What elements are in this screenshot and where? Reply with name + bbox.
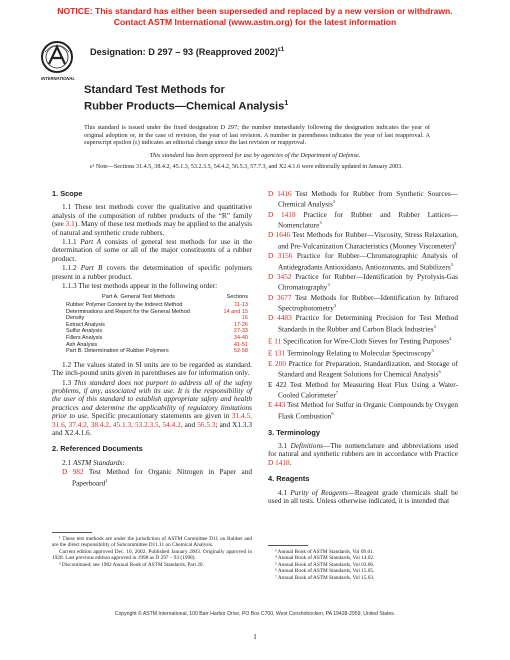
part-a-label: Part A bbox=[80, 237, 102, 247]
safety-statement: This standard does not purport to address all of the safety problems, if any, associated with its use. It is the responsibility of the user of this standard to establish appropriate safety and health practices and determine the applicability of regulatory limitations prior to use. bbox=[52, 377, 252, 421]
paragraph-text: ). Many of these test methods may be applied to the analysis of natural and synthetic crude rubbers. bbox=[52, 219, 252, 237]
reference-text: Practice for Rubber and Rubber Lattices—Nomenclature bbox=[278, 209, 458, 230]
table-row bbox=[66, 328, 252, 335]
paragraph-4-1 bbox=[268, 489, 458, 506]
reference-item bbox=[268, 347, 458, 358]
reference-item bbox=[268, 381, 458, 400]
astm-logo-icon bbox=[40, 40, 74, 86]
reference-code-link[interactable]: D 4483 bbox=[268, 313, 292, 323]
document-title bbox=[84, 84, 424, 114]
paragraph-1-1-2 bbox=[52, 264, 252, 281]
reference-text: Test Methods for Rubber—Identification by Infrared Spectrophotometry bbox=[278, 292, 458, 313]
reference-code-link[interactable]: D 1418 bbox=[268, 209, 296, 219]
footnote-7: ⁷ Annual Book of ASTM Standards, Vol 15.03. bbox=[275, 574, 375, 581]
method-sections-link[interactable]: 52-58 bbox=[233, 348, 248, 355]
designation-superscript: ε1 bbox=[277, 47, 285, 53]
footnotes-left bbox=[52, 536, 252, 568]
method-sections-link[interactable]: 34-40 bbox=[233, 335, 248, 342]
table-header-row bbox=[66, 294, 252, 302]
paragraph-1-3 bbox=[52, 379, 252, 438]
page-number: 1 bbox=[253, 632, 257, 641]
notice-line-1: NOTICE: This standard has either been superseded and replaced by a new version or withdrawn. bbox=[57, 6, 453, 16]
reference-text: Test Method for Organic Nitrogen in Paper and Paperboard bbox=[72, 467, 252, 488]
definitions-label: Definitions bbox=[290, 440, 323, 450]
title-superscript: 1 bbox=[284, 100, 289, 107]
editorial-note: ε¹ Note—Sections 31.4.5, 38.4.2, 45.1.3, 53.2.3.5, 54.4.2, 56.5.3, 57.7.3, and X2.4.1.6 were editorially updated in January 2003. bbox=[90, 164, 403, 170]
reference-item bbox=[268, 294, 458, 313]
paragraph-1-1-3: 1.1.3 The test methods appear in the following order: bbox=[62, 281, 218, 291]
link-56-5-3[interactable]: 56.5.3 bbox=[197, 419, 216, 429]
designation bbox=[90, 47, 284, 57]
reference-footnote-mark: 2 bbox=[105, 477, 108, 483]
reference-item bbox=[268, 360, 458, 379]
table-row bbox=[66, 302, 252, 309]
reference-text: Specification for Wire-Cloth Sieves for Testing Purposes bbox=[283, 336, 450, 346]
title-line-1: Standard Test Methods for bbox=[84, 84, 225, 96]
reference-item bbox=[268, 231, 458, 250]
reference-footnote-mark: 6 bbox=[438, 369, 441, 375]
footnote-rule-left bbox=[52, 532, 92, 533]
reference-text: Test Methods for Rubber—Viscosity, Stress Relaxation, and Pre-Vulcanization Characteristics (Mooney Viscometer) bbox=[278, 230, 458, 251]
paragraph-text: and bbox=[184, 419, 196, 429]
footnote-4: ⁴ Annual Book of ASTM Standards, Vol 14.02. bbox=[275, 555, 375, 562]
left-column bbox=[52, 190, 252, 489]
reference-footnote-mark: 3 bbox=[454, 240, 457, 246]
method-name: Ash Analysis bbox=[66, 341, 98, 348]
paragraph-number: 2.1 bbox=[62, 457, 72, 467]
paragraph-number: 1.1.1 bbox=[62, 237, 77, 247]
reference-code-link[interactable]: D 1416 bbox=[268, 189, 292, 198]
reference-item bbox=[62, 468, 252, 487]
paragraph-number: 1.3 bbox=[62, 377, 72, 387]
paragraph-3-1 bbox=[268, 442, 458, 467]
reference-code-link[interactable]: D 3156 bbox=[268, 251, 293, 261]
copyright-line: Copyright © ASTM International, 100 Barr Harbor Drive, PO Box C700, West Conshohocken, PA 19428-2959, United States. bbox=[114, 611, 396, 617]
footnote-rule-right bbox=[268, 545, 308, 546]
method-name: Sulfur Analysis bbox=[66, 328, 103, 335]
table-row bbox=[66, 322, 252, 329]
reference-text: Practice for Rubber—Chromatographic Analysis of Antidegradants Antioxidants, Antiozonants, and Stabilizers bbox=[278, 251, 458, 272]
link-3-1[interactable]: 3.1 bbox=[65, 219, 75, 229]
paragraph-number: 3.1 bbox=[278, 440, 288, 450]
paragraph-text: consists of general test methods for use in the determination of some or all of the major constituents of a rubber product. bbox=[52, 237, 253, 263]
defense-statement: This standard has been approved for use by agencies of the Department of Defense. bbox=[149, 152, 361, 159]
paragraph-text: . bbox=[289, 457, 292, 467]
table-row bbox=[66, 342, 252, 349]
paragraph-1-2: 1.2 The values stated in SI units are to be regarded as standard. The inch-pound units given in parentheses are for information only. bbox=[52, 359, 252, 378]
logo-text: INTERNATIONAL bbox=[41, 76, 75, 81]
table-row bbox=[66, 335, 252, 342]
footnote-1-edition: Current edition approved Dec. 10, 2002. Published January 2003. Originally approved in 1928. Last previous edition approved in 1998 as D 297 – 93 (1998). bbox=[52, 548, 252, 562]
reference-item bbox=[268, 401, 458, 420]
reference-code-link[interactable]: D 982 bbox=[62, 467, 84, 477]
reference-text: Test Methods for Rubber from Synthetic Sources—Chemical Analysis bbox=[278, 189, 458, 209]
section-heading-terminology: 3. Terminology bbox=[268, 427, 321, 437]
section-heading-reagents: 4. Reagents bbox=[268, 474, 310, 484]
reference-item bbox=[268, 190, 458, 209]
part-b-label: Part B bbox=[80, 263, 103, 273]
paragraph-text: ; and X1.3.3 and X2.4.1.6. bbox=[52, 419, 253, 438]
title-line-2: Rubber Products—Chemical Analysis bbox=[84, 100, 285, 113]
reference-footnote-mark: 5 bbox=[431, 348, 434, 354]
method-name: Fillers Analysis bbox=[66, 335, 103, 342]
method-sections-link[interactable]: 27-33 bbox=[233, 328, 248, 335]
reference-footnote-mark: 6 bbox=[331, 410, 334, 416]
reference-footnote-mark: 3 bbox=[450, 261, 453, 267]
reference-text: Test Method for Sulfur in Organic Compounds by Oxygen Flask Combustion bbox=[278, 400, 458, 421]
right-column bbox=[268, 190, 458, 506]
astm-standards-label: ASTM Standards: bbox=[72, 457, 125, 467]
method-sections-link[interactable]: 41-51 bbox=[233, 341, 248, 348]
purity-label: Purity of Reagents bbox=[290, 487, 348, 497]
reference-code-link[interactable]: D 1646 bbox=[268, 230, 291, 240]
issuance-statement: This standard is issued under the fixed designation D 297; the number immediately following the designation indicates the year of original adoption or, in the case of revision, the year of last revision. A number in parentheses indicates the year of last reapproval. A superscript epsilon (ε) indicates an editorial change since the last revision or reapproval. bbox=[84, 124, 430, 147]
footnote-6: ⁶ Annual Book of ASTM Standards, Vol 15.05. bbox=[275, 568, 375, 575]
paragraph-number: 4.1 bbox=[278, 487, 288, 497]
method-name: Extract Analysis bbox=[66, 321, 105, 328]
paragraph-number: 1.1.2 bbox=[62, 263, 77, 273]
reference-code-link[interactable]: D 3452 bbox=[268, 271, 292, 281]
methods-order-table bbox=[66, 294, 252, 354]
reference-footnote-mark: 4 bbox=[449, 336, 452, 342]
table-row bbox=[66, 309, 252, 316]
table-row bbox=[66, 348, 252, 355]
reference-text: Practice for Rubber—Identification by Pyrolysis-Gas Chromatography bbox=[278, 271, 458, 292]
footnotes-right bbox=[268, 549, 458, 581]
reference-footnote-mark: 3 bbox=[433, 323, 436, 329]
method-name: Part B. Determination of Rubber Polymers bbox=[66, 348, 169, 355]
reference-item bbox=[268, 273, 458, 292]
section-heading-referenced-documents: 2. Referenced Documents bbox=[52, 444, 143, 454]
method-name: Determinations and Report for the General Method bbox=[66, 308, 190, 315]
reference-code-link[interactable]: E 131 bbox=[268, 348, 286, 358]
method-name: Rubber Polymer Content by the Indirect Method bbox=[66, 302, 183, 309]
safety-section-links[interactable]: 31.4.5, 31.6, 37.4.2, 38.4.2, 45.1.3, 53.2.3.5, 54.4.2, bbox=[52, 411, 252, 429]
method-name: Density bbox=[66, 315, 85, 322]
reference-code-link[interactable]: E 11 bbox=[268, 336, 282, 346]
reference-text: Test Method for Measuring Heat Flux Using a Water-Cooled Calorimeter bbox=[278, 379, 458, 400]
reference-footnote-mark: 3 bbox=[333, 303, 337, 309]
method-sections-link[interactable]: 17-26 bbox=[233, 321, 248, 328]
supersession-notice bbox=[0, 6, 510, 28]
reference-code-link: E 422 bbox=[268, 379, 287, 389]
paragraph-text: covers the determination of specific polymers present in a rubber product. bbox=[52, 263, 252, 281]
reference-text: Terminology Relating to Molecular Spectroscopy bbox=[286, 348, 432, 358]
paragraph-text: 1.1 These test methods cover the qualitative and quantitative analysis of the composition of rubber products of the “R” family (see bbox=[52, 202, 252, 229]
reference-item bbox=[268, 252, 458, 271]
reference-code-link[interactable]: E 443 bbox=[268, 400, 286, 410]
notice-line-2: Contact ASTM International (www.astm.org) for the latest information bbox=[113, 17, 397, 27]
paragraph-text: —Reagent grade chemicals shall be used in all tests. Unless otherwise indicated, it is intended that bbox=[268, 487, 458, 505]
reference-footnote-mark: 3 bbox=[332, 199, 336, 205]
paragraph-text: —The nomenclature and abbreviations used for natural and synthetic rubbers are in accordance with Practice bbox=[268, 440, 458, 459]
method-sections-link[interactable]: 11-13 bbox=[234, 302, 248, 309]
table-header-methods: Part A. General Test Methods bbox=[102, 294, 175, 301]
reference-code-link[interactable]: E 200 bbox=[268, 358, 286, 368]
reference-item bbox=[268, 211, 458, 230]
table-header-sections: Sections bbox=[226, 294, 248, 301]
designation-text: Designation: D 297 – 93 (Reapproved 2002) bbox=[90, 47, 278, 58]
method-sections-link[interactable]: 14 and 15 bbox=[223, 308, 248, 315]
reference-text: Practice for Determining Precision for Test Method Standards in the Rubber and Carbon Black Industries bbox=[278, 313, 458, 334]
reference-list bbox=[268, 190, 458, 421]
reference-footnote-mark: 3 bbox=[319, 220, 322, 226]
paragraph-1-1-1 bbox=[52, 238, 252, 263]
reference-text: Practice for Preparation, Standardization, and Storage of Standard and Reagent Solutions for Chemical Analysis bbox=[278, 358, 458, 379]
footnote-5: ⁵ Annual Book of ASTM Standards, Vol 03.06. bbox=[275, 561, 375, 568]
section-heading-scope: 1. Scope bbox=[52, 189, 83, 198]
footnote-2: ² Discontinued; see 1982 Annual Book of ASTM Standards, Part 20. bbox=[59, 561, 204, 568]
table-row bbox=[66, 315, 252, 322]
reference-footnote-mark: 3 bbox=[327, 282, 330, 288]
reference-footnote-mark: 7 bbox=[335, 389, 339, 395]
paragraph-2-1 bbox=[52, 459, 252, 467]
reference-item bbox=[268, 314, 458, 333]
footnote-1: ¹ These test methods are under the jurisdiction of ASTM Committee D11 on Rubber and are the direct responsibility of Subcommittee D11.11 on Chemical Analysis. bbox=[52, 536, 252, 549]
reference-item bbox=[268, 335, 458, 346]
method-sections-link[interactable]: 16 bbox=[241, 315, 248, 322]
link-d1418[interactable]: D 1418 bbox=[268, 457, 290, 467]
footnote-3: ³ Annual Book of ASTM Standards, Vol 09.01. bbox=[275, 549, 375, 555]
reference-code-link[interactable]: D 3677 bbox=[268, 292, 292, 302]
paragraph-1-1 bbox=[52, 203, 252, 237]
paragraph-text: Specific precautionary statements are given in bbox=[91, 411, 230, 421]
